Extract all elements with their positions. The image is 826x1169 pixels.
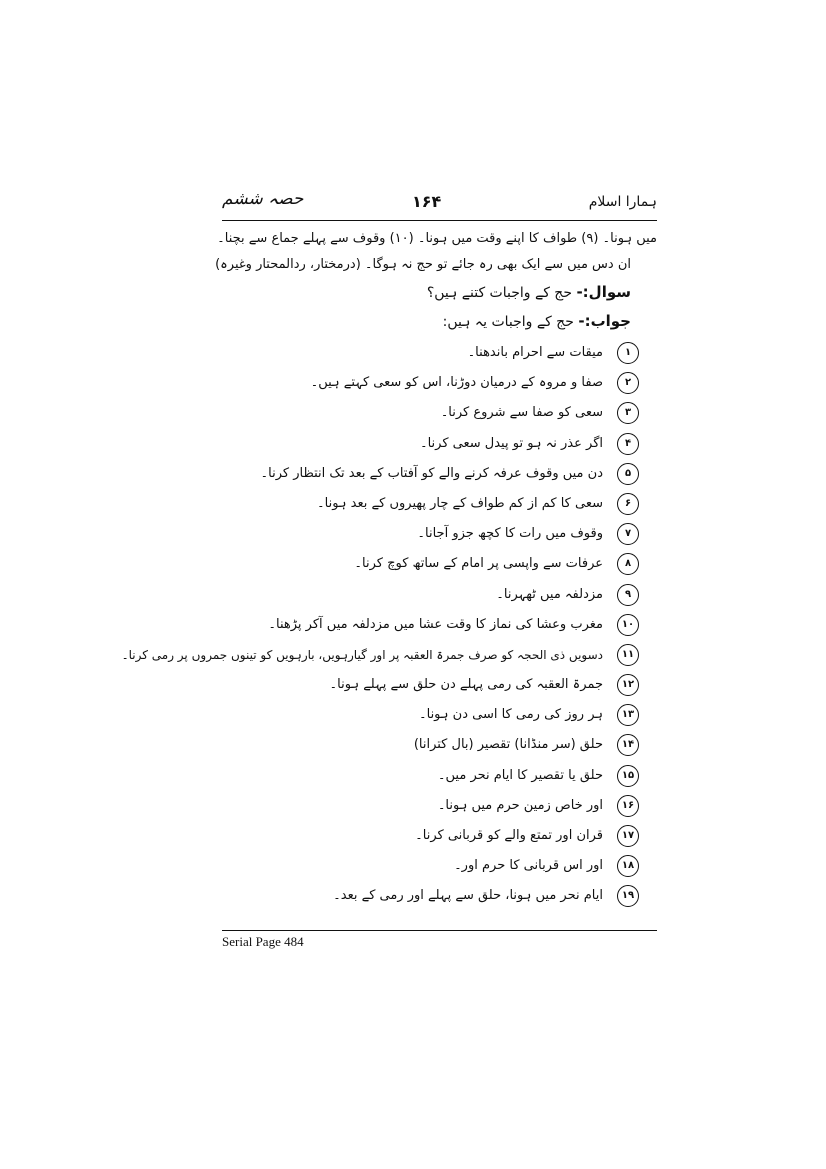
item-number: ۹ [617,584,639,606]
page-body [121,226,657,912]
question [222,278,657,307]
item-text: حلق (سر منڈانا) تقصیر (بال کترانا) [413,737,603,753]
item-text: مزدلفہ میں ٹھہرنا۔ [496,586,603,602]
serial-page: Serial Page 484 [222,934,304,949]
item-text: دسویں ذی الحجہ کو صرف جمرۃ العقبہ پر اور گیارہویں، بارہویں کو تینوں جمروں پر رمی کرنا۔ [121,647,603,662]
item-text: حلق یا تقصیر کا ایام نحر میں۔ [437,767,603,783]
item-text: وقوف میں رات کا کچھ جزو آجانا۔ [417,526,603,542]
wajibat-list [121,338,657,912]
item-number: ۴ [617,433,639,455]
item-number: ۱۹ [617,885,639,907]
list-item [222,398,657,428]
item-number: ۲ [617,372,639,394]
item-number: ۳ [617,402,639,424]
intro-line-2: ان دس میں سے ایک بھی رہ جائے تو حج نہ ہوگا۔ (درمختار، ردالمحتار وغیرہ) [215,257,631,272]
header-rule [222,220,657,221]
list-item [222,429,657,459]
question-label: سوال:- [576,283,631,301]
footer-rule [222,930,657,931]
item-text: اور خاص زمین حرم میں ہونا۔ [437,797,603,813]
page-number: ۱۶۴ [412,192,442,211]
item-number: ۱۰ [617,614,639,636]
list-item [222,881,657,911]
list-item [121,640,657,670]
item-number: ۱۱ [617,644,639,666]
list-item [222,489,657,519]
item-text: سعی کا کم از کم طواف کے چار پھیروں کے بعد ہونا۔ [317,495,603,511]
list-item [222,338,657,368]
item-text: ہر روز کی رمی کا اسی دن ہونا۔ [418,707,603,723]
item-text: دن میں وقوف عرفہ کرنے والے کو آفتاب کے بعد تک انتظار کرنا۔ [260,465,603,481]
item-text: قران اور تمتع والے کو قربانی کرنا۔ [415,828,603,843]
item-number: ۱۵ [617,765,639,787]
item-number: ۱۸ [617,855,639,877]
list-item [222,459,657,489]
list-item [222,580,657,610]
list-item [222,791,657,821]
item-text: سعی کو صفا سے شروع کرنا۔ [440,405,603,421]
item-number: ۵ [617,463,639,485]
page [121,182,657,962]
item-number: ۱۶ [617,795,639,817]
part-label: حصہ ششم [222,189,304,209]
book-title: ہمارا اسلام [588,194,657,210]
item-text: ایام نحر میں ہونا، حلق سے پہلے اور رمی کے بعد۔ [333,888,603,904]
item-text: عرفات سے واپسی پر امام کے ساتھ کوچ کرنا۔ [354,556,603,572]
item-text: میقات سے احرام باندھنا۔ [467,345,603,360]
answer-text: حج کے واجبات یہ ہیں: [442,314,574,330]
list-item [222,700,657,730]
answer-label: جواب:- [578,312,631,330]
list-item [222,670,657,700]
item-number: ۶ [617,493,639,515]
list-item [222,761,657,791]
page-header [222,182,657,220]
item-text: جمرۃ العقبہ کی رمی پہلے دن حلق سے پہلے ہونا۔ [329,677,603,693]
item-number: ۸ [617,553,639,575]
list-item [222,610,657,640]
item-text: مغرب وعشا کی نماز کا وقت عشا میں مزدلفہ میں آکر پڑھنا۔ [268,616,603,632]
list-item [222,368,657,398]
list-item [222,549,657,579]
question-text: حج کے واجبات کتنے ہیں؟ [426,285,572,301]
list-item [222,851,657,881]
item-number: ۱۳ [617,704,639,726]
item-text: اگر عذر نہ ہو تو پیدل سعی کرنا۔ [419,435,603,451]
intro-line-1: میں ہونا۔ (۹) طواف کا اپنے وقت میں ہونا۔ (۱۰) وقوف سے پہلے جماع سے بچنا۔ [217,231,657,246]
item-number: ۱۷ [617,825,639,847]
item-number: ۱۲ [617,674,639,696]
item-text: اور اس قربانی کا حرم اور۔ [454,858,603,874]
item-text: صفا و مروہ کے درمیان دوڑنا، اس کو سعی کہتے ہیں۔ [310,375,603,391]
item-number: ۱۴ [617,734,639,756]
list-item [222,519,657,549]
item-number: ۷ [617,523,639,545]
item-number: ۱ [617,342,639,364]
answer [222,307,657,336]
list-item [222,821,657,851]
list-item [222,730,657,760]
